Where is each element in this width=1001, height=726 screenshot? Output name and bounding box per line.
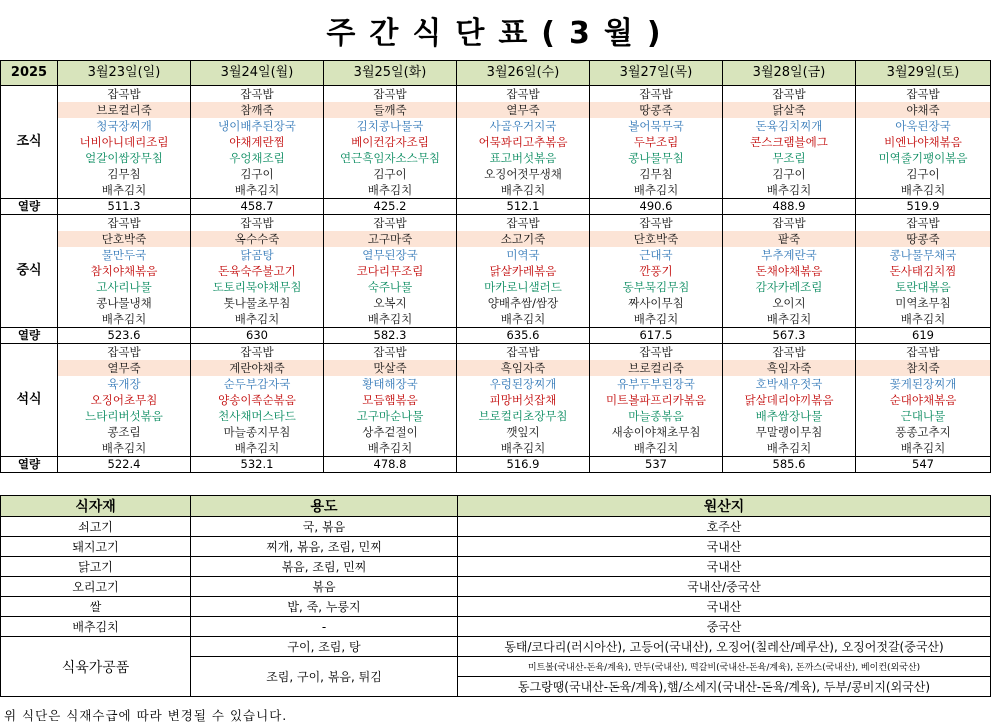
meal-label: 조식 [1,86,58,199]
dish-cell: 잡곡밥 [723,344,856,361]
dish-cell: 팥죽 [723,231,856,247]
date-cell: 3월26일(수) [457,61,590,86]
menu-row [1,134,991,150]
dish-cell: 어묵꽈리고추볶음 [457,134,590,150]
dish-cell: 양송이족순볶음 [191,392,324,408]
dish-cell: 풍종고추지 [856,424,991,440]
dish-cell: 코다리무조림 [324,263,457,279]
calorie-value: 532.1 [191,457,324,473]
dish-cell: 돈채야채볶음 [723,263,856,279]
dish-cell: 무조림 [723,150,856,166]
dish-cell: 우엉채조림 [191,150,324,166]
processed-row [1,637,991,657]
dish-cell: 김구이 [723,166,856,182]
dish-cell: 김치콩나물국 [324,118,457,134]
origin-cell: 중국산 [458,617,991,637]
dish-cell: 근대나물 [856,408,991,424]
calorie-label: 열량 [1,328,58,344]
dish-cell: 오복지 [324,295,457,311]
origin-header-cell: 용도 [191,496,458,517]
processed-label: 식육가공품 [1,637,191,697]
dish-cell: 꽃게된장찌개 [856,376,991,392]
dish-cell: 감자카레조림 [723,279,856,295]
dish-cell: 동부묵김무침 [590,279,723,295]
processed-usage: 조림, 구이, 볶음, 튀김 [191,657,458,697]
dish-cell: 야채계란찜 [191,134,324,150]
dish-cell: 잡곡밥 [723,86,856,103]
dish-cell: 참치죽 [856,360,991,376]
calorie-value: 478.8 [324,457,457,473]
meal-label: 석식 [1,344,58,457]
dish-cell: 열무죽 [457,102,590,118]
page-title: 주간식단표(3월) [326,16,675,51]
dish-cell: 배추김치 [58,440,191,457]
dish-cell: 잡곡밥 [856,86,991,103]
origin-cell: 국내산 [458,597,991,617]
calorie-value: 522.4 [58,457,191,473]
dish-cell: 미역초무침 [856,295,991,311]
dish-cell: 잡곡밥 [58,215,191,232]
year-cell: 2025 [1,61,58,86]
dish-cell: 오징어젓무생채 [457,166,590,182]
dish-cell: 잡곡밥 [457,86,590,103]
dish-cell: 흑임자죽 [457,360,590,376]
menu-row [1,344,991,361]
menu-row [1,408,991,424]
dish-cell: 도토리묵야채무침 [191,279,324,295]
dish-cell: 무말랭이무침 [723,424,856,440]
origin-cell: 볶음, 조림, 민찌 [191,557,458,577]
dish-cell: 배추김치 [191,182,324,199]
origin-cell: 밥, 죽, 누룽지 [191,597,458,617]
dish-cell: 배추김치 [723,311,856,328]
origin-cell: 배추김치 [1,617,191,637]
calorie-value: 458.7 [191,199,324,215]
dish-cell: 배추김치 [191,311,324,328]
dish-cell: 상추겉절이 [324,424,457,440]
dish-cell: 너비아니데리조림 [58,134,191,150]
dish-cell: 연근흑임자소스무침 [324,150,457,166]
menu-row [1,102,991,118]
dish-cell: 배추김치 [457,182,590,199]
dish-cell: 모듬햄볶음 [324,392,457,408]
menu-row [1,231,991,247]
dish-cell: 흑임자죽 [723,360,856,376]
origin-cell: 닭고기 [1,557,191,577]
dish-cell: 들깨죽 [324,102,457,118]
dish-cell: 콩조림 [58,424,191,440]
menu-row [1,150,991,166]
dish-cell: 미역국 [457,247,590,263]
dish-cell: 단호박죽 [590,231,723,247]
dish-cell: 콩나물무채국 [856,247,991,263]
dish-cell: 사골우거지국 [457,118,590,134]
menu-row [1,295,991,311]
calorie-label: 열량 [1,457,58,473]
dish-cell: 짜사이무침 [590,295,723,311]
dish-cell: 육개장 [58,376,191,392]
dish-cell: 천사채머스타드 [191,408,324,424]
dish-cell: 토란대볶음 [856,279,991,295]
dish-cell: 돈육숙주불고기 [191,263,324,279]
origin-table [0,495,991,697]
dish-cell: 맛살죽 [324,360,457,376]
dish-cell: 잡곡밥 [58,86,191,103]
calorie-value: 582.3 [324,328,457,344]
dish-cell: 배추김치 [590,182,723,199]
dish-cell: 배추김치 [856,440,991,457]
dish-cell: 배추김치 [324,440,457,457]
dish-cell: 물만두국 [58,247,191,263]
menu-row [1,279,991,295]
dish-cell: 잡곡밥 [191,344,324,361]
calorie-value: 619 [856,328,991,344]
dish-cell: 오징어초무침 [58,392,191,408]
origin-row [1,617,991,637]
menu-row [1,440,991,457]
dish-cell: 순대야채볶음 [856,392,991,408]
dish-cell: 미역줄기팽이볶음 [856,150,991,166]
dish-cell: 양배추쌈/쌈장 [457,295,590,311]
dish-cell: 배추김치 [191,440,324,457]
calorie-row [1,457,991,473]
dish-cell: 닭살죽 [723,102,856,118]
dish-cell: 두부조림 [590,134,723,150]
date-header-row [1,61,991,86]
origin-cell: 쇠고기 [1,517,191,537]
dish-cell: 참치야채볶음 [58,263,191,279]
dish-cell: 돈육김치찌개 [723,118,856,134]
dish-cell: 닭살카레볶음 [457,263,590,279]
footnote: 위 식단은 식재수급에 따라 변경될 수 있습니다. [4,708,288,723]
dish-cell: 배추김치 [58,182,191,199]
dish-cell: 땅콩죽 [856,231,991,247]
calorie-value: 511.3 [58,199,191,215]
date-cell: 3월23일(일) [58,61,191,86]
dish-cell: 닭곰탕 [191,247,324,263]
date-cell: 3월24일(월) [191,61,324,86]
calorie-label: 열량 [1,199,58,215]
calorie-row [1,328,991,344]
menu-row [1,215,991,232]
calorie-value: 488.9 [723,199,856,215]
calorie-value: 425.2 [324,199,457,215]
dish-cell: 계란야채죽 [191,360,324,376]
dish-cell: 배추김치 [856,311,991,328]
origin-cell: 국내산/중국산 [458,577,991,597]
meal-label: 중식 [1,215,58,328]
dish-cell: 잡곡밥 [590,344,723,361]
dish-cell: 배추김치 [856,182,991,199]
dish-cell: 열무된장국 [324,247,457,263]
calorie-value: 585.6 [723,457,856,473]
menu-row [1,360,991,376]
dish-cell: 마늘종지무침 [191,424,324,440]
origin-cell: 돼지고기 [1,537,191,557]
dish-cell: 느타리버섯볶음 [58,408,191,424]
menu-row [1,118,991,134]
processed-origin: 동그랑땡(국내산-돈육/계육),햄/소세지(국내산-돈육/계육), 두부/콩비지(외국산) [458,677,991,697]
dish-cell: 황태해장국 [324,376,457,392]
origin-cell: 국내산 [458,537,991,557]
menu-row [1,376,991,392]
calorie-value: 547 [856,457,991,473]
dish-cell: 잡곡밥 [723,215,856,232]
dish-cell: 배추김치 [457,440,590,457]
calorie-value: 490.6 [590,199,723,215]
processed-origin: 미트볼(국내산-돈육/계육), 만두(국내산), 떡갈비(국내산-돈육/계육), 돈까스(국내산), 베이컨(외국산) [458,657,991,677]
date-cell: 3월29일(토) [856,61,991,86]
dish-cell: 옥수수죽 [191,231,324,247]
origin-row [1,597,991,617]
calorie-value: 523.6 [58,328,191,344]
dish-cell: 톳나물초무침 [191,295,324,311]
dish-cell: 김구이 [324,166,457,182]
dish-cell: 브로컬리죽 [590,360,723,376]
calorie-value: 537 [590,457,723,473]
dish-cell: 미트볼파프리카볶음 [590,392,723,408]
dish-cell: 볼어묵무국 [590,118,723,134]
dish-cell: 숙주나물 [324,279,457,295]
dish-cell: 잡곡밥 [590,86,723,103]
menu-row [1,166,991,182]
calorie-value: 516.9 [457,457,590,473]
date-cell: 3월25일(화) [324,61,457,86]
origin-header-cell: 원산지 [458,496,991,517]
origin-cell: 국, 볶음 [191,517,458,537]
origin-cell: 찌개, 볶음, 조림, 민찌 [191,537,458,557]
dish-cell: 콩나물무침 [590,150,723,166]
calorie-value: 635.6 [457,328,590,344]
origin-cell: 쌀 [1,597,191,617]
calorie-value: 567.3 [723,328,856,344]
origin-cell: 볶음 [191,577,458,597]
menu-row [1,263,991,279]
date-cell: 3월28일(금) [723,61,856,86]
dish-cell: 피망버섯잡채 [457,392,590,408]
dish-cell: 고구마순나물 [324,408,457,424]
origin-row [1,537,991,557]
dish-cell: 냉이배추된장국 [191,118,324,134]
dish-cell: 잡곡밥 [324,215,457,232]
dish-cell: 닭살데리야끼볶음 [723,392,856,408]
origin-cell: - [191,617,458,637]
dish-cell: 배추김치 [457,311,590,328]
calorie-row [1,199,991,215]
dish-cell: 배추김치 [324,311,457,328]
dish-cell: 깐풍기 [590,263,723,279]
calorie-value: 519.9 [856,199,991,215]
dish-cell: 베이컨감자조림 [324,134,457,150]
dish-cell: 잡곡밥 [58,344,191,361]
dish-cell: 아욱된장국 [856,118,991,134]
dish-cell: 야채죽 [856,102,991,118]
dish-cell: 마늘종볶음 [590,408,723,424]
menu-row [1,182,991,199]
origin-header-row [1,496,991,517]
dish-cell: 얼갈이쌈장무침 [58,150,191,166]
dish-cell: 열무죽 [58,360,191,376]
dish-cell: 근대국 [590,247,723,263]
menu-row [1,86,991,103]
dish-cell: 배추김치 [723,182,856,199]
dish-cell: 콘스크램블에그 [723,134,856,150]
origin-cell: 호주산 [458,517,991,537]
dish-cell: 유부두부된장국 [590,376,723,392]
dish-cell: 잡곡밥 [457,344,590,361]
calorie-value: 630 [191,328,324,344]
dish-cell: 단호박죽 [58,231,191,247]
dish-cell: 표고버섯볶음 [457,150,590,166]
dish-cell: 잡곡밥 [191,86,324,103]
dish-cell: 우렁된장찌개 [457,376,590,392]
dish-cell: 새송이야채초무침 [590,424,723,440]
dish-cell: 깻잎지 [457,424,590,440]
dish-cell: 배추김치 [590,440,723,457]
dish-cell: 잡곡밥 [191,215,324,232]
dish-cell: 비엔나야채볶음 [856,134,991,150]
processed-usage: 구이, 조림, 탕 [191,637,458,657]
dish-cell: 브로컬리초장무침 [457,408,590,424]
dish-cell: 고구마죽 [324,231,457,247]
origin-cell: 오리고기 [1,577,191,597]
dish-cell: 김구이 [856,166,991,182]
origin-row [1,517,991,537]
dish-cell: 김무침 [590,166,723,182]
dish-cell: 청국장찌개 [58,118,191,134]
dish-cell: 배추김치 [723,440,856,457]
weekly-menu-table [0,60,991,473]
menu-row [1,247,991,263]
dish-cell: 잡곡밥 [324,86,457,103]
dish-cell: 콩나물냉채 [58,295,191,311]
origin-cell: 국내산 [458,557,991,577]
menu-row [1,392,991,408]
dish-cell: 배추김치 [324,182,457,199]
dish-cell: 배추김치 [58,311,191,328]
dish-cell: 마카로니샐러드 [457,279,590,295]
processed-origin: 동태/코다리(러시아산), 고등어(국내산), 오징어(칠레산/페루산), 오징어젓갈(중국산) [458,637,991,657]
origin-row [1,557,991,577]
dish-cell: 잡곡밥 [590,215,723,232]
origin-header-cell: 식자재 [1,496,191,517]
dish-cell: 고사리나물 [58,279,191,295]
dish-cell: 김구이 [191,166,324,182]
dish-cell: 잡곡밥 [324,344,457,361]
dish-cell: 배추쌈장나물 [723,408,856,424]
dish-cell: 잡곡밥 [457,215,590,232]
calorie-value: 512.1 [457,199,590,215]
dish-cell: 잡곡밥 [856,215,991,232]
dish-cell: 소고기죽 [457,231,590,247]
dish-cell: 호박새우젓국 [723,376,856,392]
dish-cell: 돈사태김치찜 [856,263,991,279]
calorie-value: 617.5 [590,328,723,344]
dish-cell: 땅콩죽 [590,102,723,118]
dish-cell: 오이지 [723,295,856,311]
dish-cell: 브로컬리죽 [58,102,191,118]
dish-cell: 참깨죽 [191,102,324,118]
dish-cell: 배추김치 [590,311,723,328]
menu-row [1,311,991,328]
dish-cell: 잡곡밥 [856,344,991,361]
origin-row [1,577,991,597]
dish-cell: 부추계란국 [723,247,856,263]
dish-cell: 순두부감자국 [191,376,324,392]
date-cell: 3월27일(목) [590,61,723,86]
menu-row [1,424,991,440]
dish-cell: 김무침 [58,166,191,182]
